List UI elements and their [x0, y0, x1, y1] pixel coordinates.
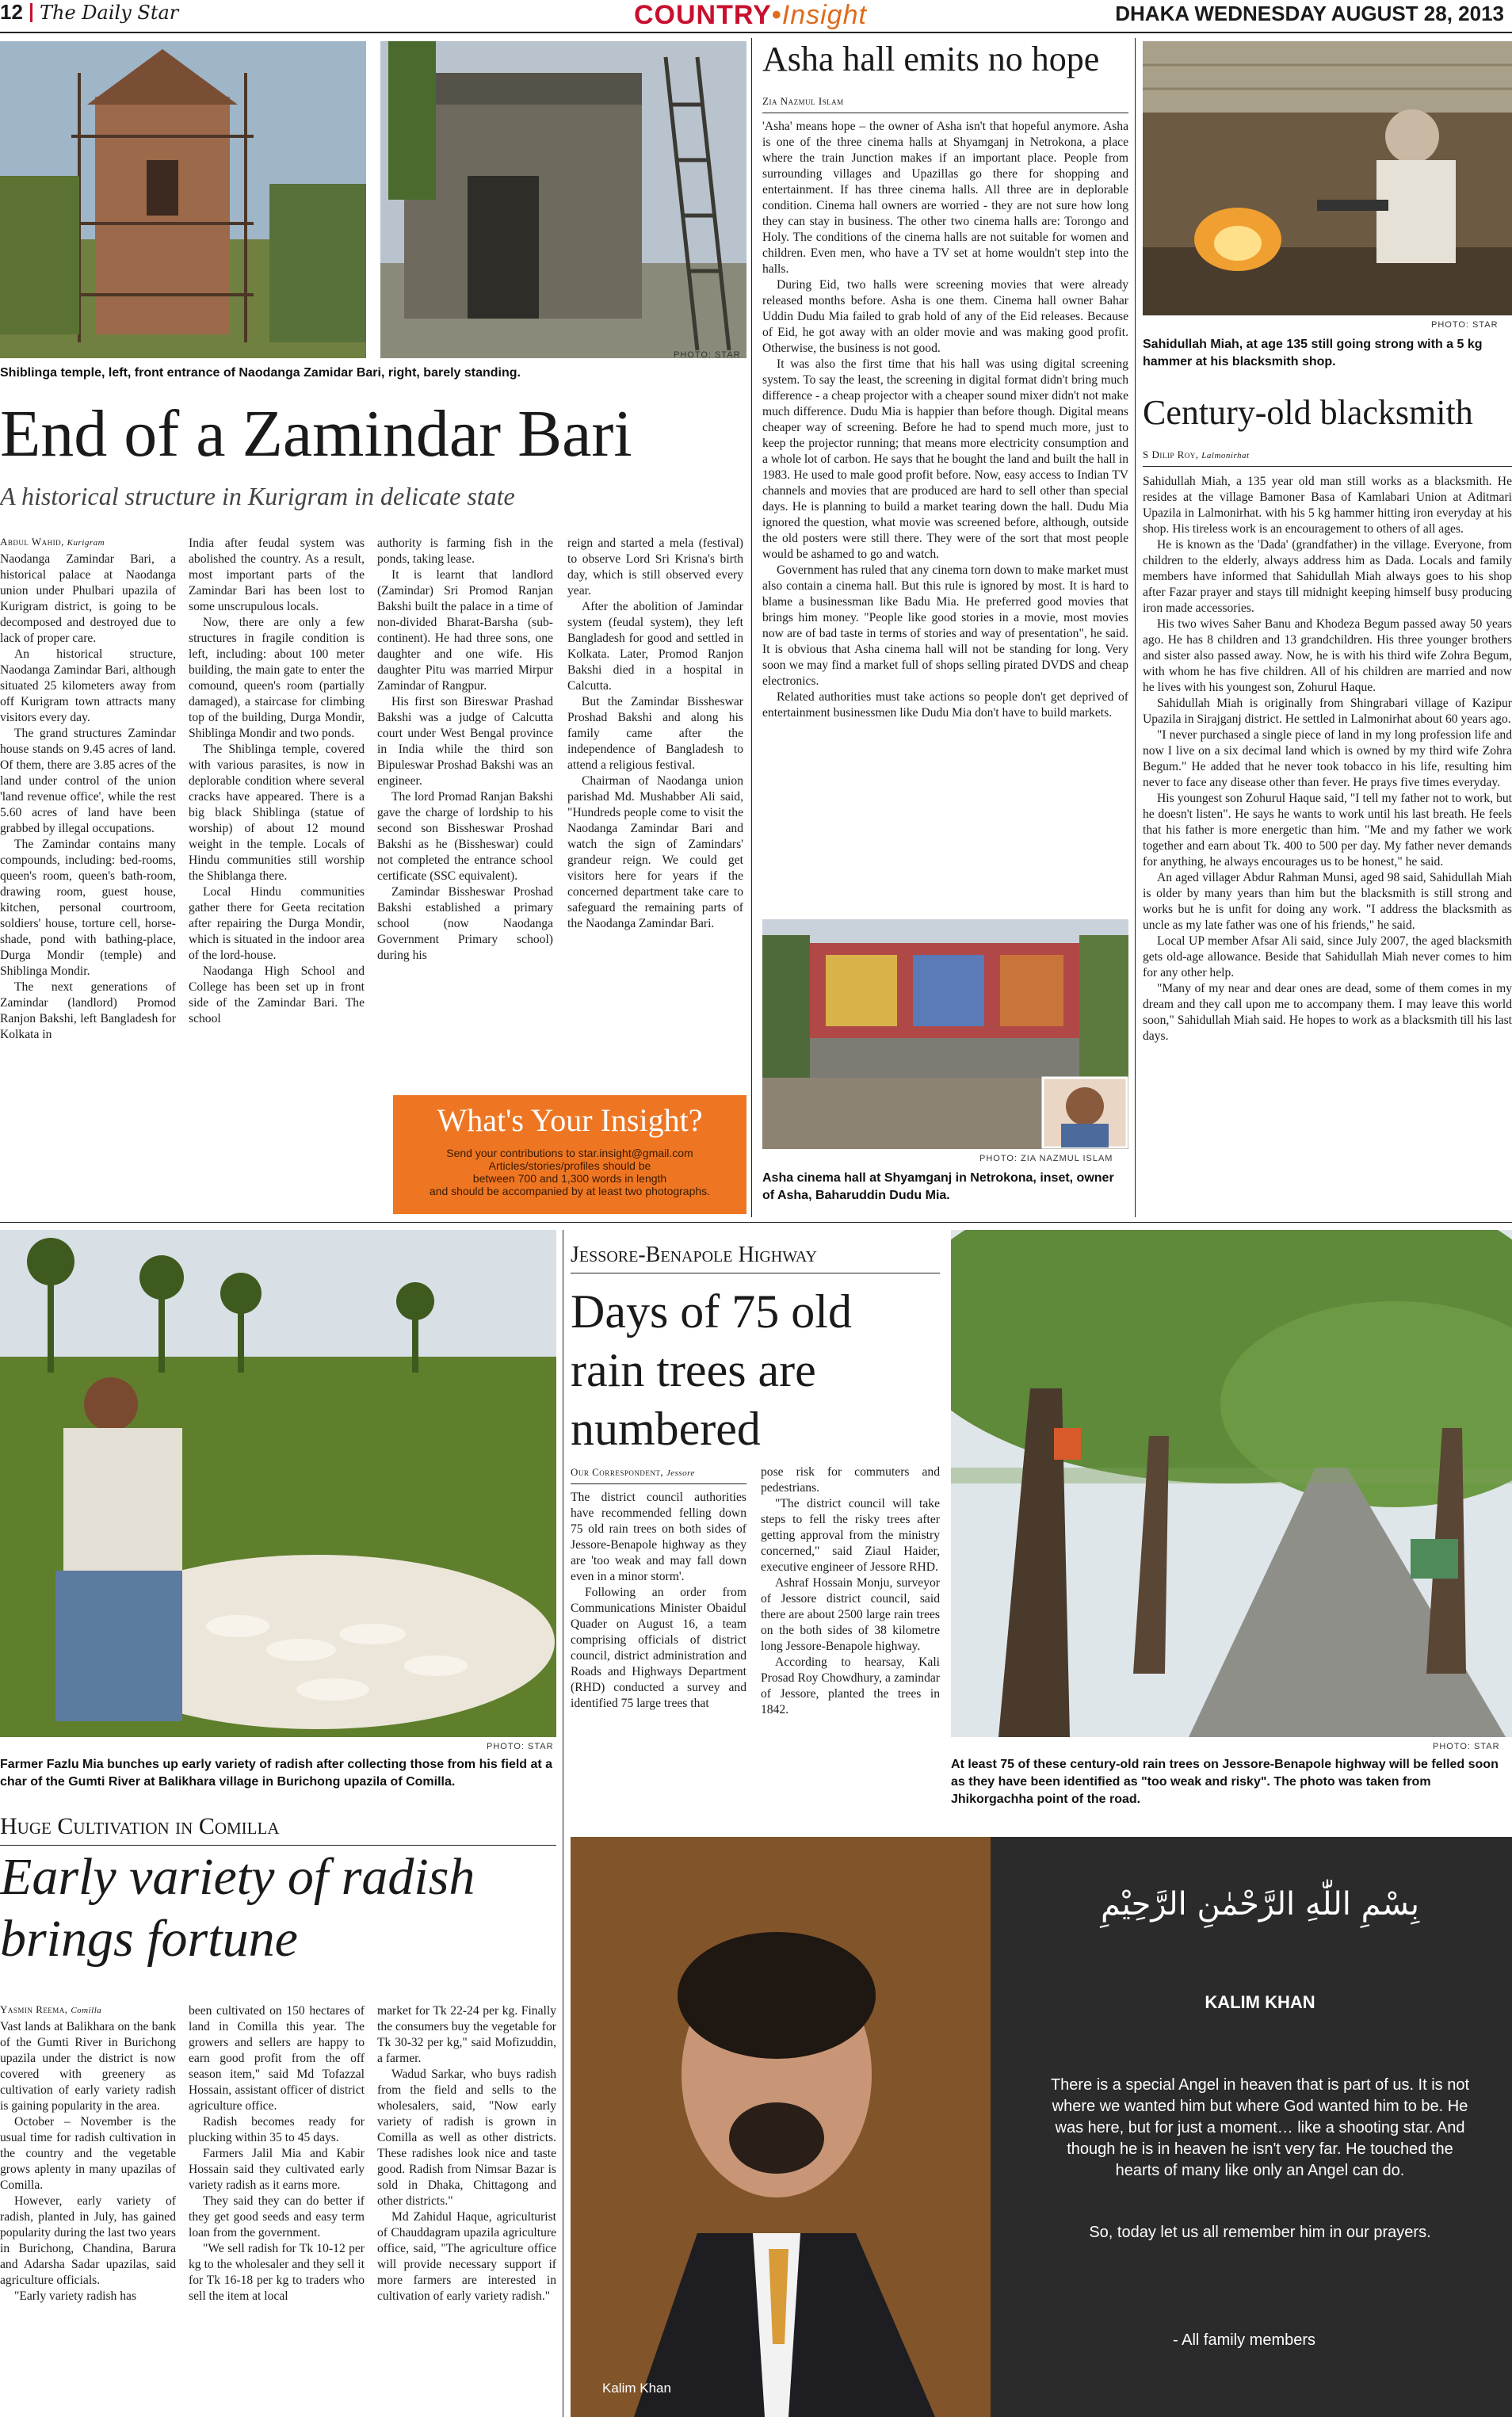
asha-cinema-photo [762, 919, 1128, 1149]
radish-photo-credit: PHOTO: STAR [487, 1742, 554, 1751]
radish-farmer-photo [0, 1230, 556, 1737]
paragraph: The grand structures Zamindar house stands on 9.45 acres of land. Of them, there are 3.85 acres of the land under control of the union 'land revenue office', while the rest 5.60 acres of land have been grabbed by illegal occupations. [0, 727, 176, 835]
paragraph: He is known as the 'Dada' (grandfather) in the village. Everyone, from children to the elderly, always address him as Dada. Locals and family members have informed that Sahidullah Miah always goes to his shop after Fazar prayer and stays till midnight keeping himself busy producing iron made accessories. [1143, 538, 1512, 615]
radish-byline-name: Yasmin Reema, [0, 2003, 68, 2015]
paragraph: Following an order from Communications Minister Obaidul Quader on August 16, a team comprising officials of district council, district administration and Roads and Highways Department (RHD) conducted a survey and identified 75 large trees that [571, 1586, 746, 1710]
paragraph: Ashraf Hossain Monju, surveyor of Jessore district council, said there are about 2500 large rain trees on the both sides of 38 kilometre long Jessore-Benapole highway. [761, 1576, 940, 1653]
dateline: DHAKA WEDNESDAY AUGUST 28, 2013 [1115, 2, 1504, 25]
kalim-khan-photo [571, 1837, 991, 2417]
section-dot: • [771, 0, 782, 30]
paragraph: The next generations of Zamindar (landlord) Promod Ranjon Bakshi, left Bangladesh for Kolkata in [0, 980, 176, 1041]
asha-body [762, 119, 1128, 721]
paragraph: His youngest son Zohurul Haque said, "I tell my father not to work, but he doesn't listen". He says he wants to work until his last breath. He feels that his father is more energetic than him. "Me and my father we work together and earn about Tk. 400 to 500 per day. My father never demands for anything, he always encourages us to be honest," he said. [1143, 792, 1512, 869]
paragraph: The district council authorities have recommended felling down 75 old rain trees on both sides of Jessore-Benapole highway as they are 'too weak and may fall down even in a minor storm'. [571, 1491, 746, 1583]
paper-name: The Daily Star [40, 2, 179, 24]
zamindar-gate-photo [380, 41, 746, 358]
asha-photo-credit: PHOTO: ZIA NAZMUL ISLAM [979, 1154, 1113, 1163]
obituary-signature: - All family members [1173, 2331, 1316, 2349]
radish-kicker-rule [0, 1845, 556, 1846]
blacksmith-image [1143, 41, 1512, 315]
raintrees-headline: Days of 75 old rain trees are numbered [571, 1285, 852, 1455]
paragraph: During Eid, two halls were screening movies that were already released months before. Asha is one them. Cinema hall owner Bahar Uddin Dudu Mia failed to grab hold of any of the Eid releases. Because of Eid, he got away with an older movie and was making good profit. Otherwise, the business is not good. [762, 278, 1128, 355]
column-divider [751, 38, 752, 1217]
page-number: 12 [0, 0, 23, 24]
paragraph: Now, there are only a few structures in fragile condition is left, including: about 100 meter building, the main gate to enter the comound, queen's room (partially damaged), a staircase for climbing top of the building, Durga Mondir, Shiblinga Mondir and two ponds. [189, 616, 365, 740]
paragraph: His two wives Saher Banu and Khodeza Begum passed away 50 years ago. He has 8 children and 13 grandchildren. His three younger brothers and sister also passed away. Now, he is with his third wife Zohra Begum, with whom he has five children. All of his children are married and now he lives with his youngest son, Zohurul Haque. [1143, 617, 1512, 694]
kalim-khan-photo-label: Kalim Khan [602, 2381, 671, 2396]
radish-farmer-image [0, 1230, 556, 1737]
insight-box-title: What's Your Insight? [437, 1102, 703, 1138]
paragraph: After the abolition of Jamindar system (feudal system), they left Bangladesh for good and settled in Kolkata. Later, Promod Ranjon Bakshi died in a hospital in Calcutta. [567, 600, 743, 693]
insight-box-line-4: and should be accompanied by at least two photographs. [429, 1185, 711, 1197]
paragraph: India after feudal system was abolished the country. As a result, most important parts of the Zamindar Bari has been lost to some unscrupulous locals. [189, 536, 365, 613]
raintrees-byline-name: Our Correspondent, [571, 1466, 664, 1478]
paragraph: Naodanga High School and College has been set up in front side of the Zamindar Bari. The school [189, 964, 365, 1025]
raintrees-byline [571, 1466, 695, 1479]
paragraph: According to hearsay, Kali Prosad Roy Chowdhury, a zamindar of Jessore, planted the trees in 1842. [761, 1655, 940, 1716]
section-suffix: Insight [781, 0, 867, 30]
radish-col-2 [189, 2003, 365, 2304]
paragraph: Local UP member Afsar Ali said, since July 2007, the aged blacksmith gets old-age allowance. Beside that Sahidullah Miah never comes to him for any other help. [1143, 934, 1512, 979]
paragraph: Chairman of Naodanga union parishad Md. Mushabber Ali said, "Hundreds people come to visit the Naodanga Zamindar Bari and watch the sign of Zamindars' grandeur reign. We could get visitors here for years if the concerned department take care to safeguard the remaining parts of the Naodanga Zamindar Bari. [567, 774, 743, 930]
blacksmith-byline [1143, 449, 1250, 461]
paragraph: The Zamindar contains many compounds, including: bed-rooms, queen's room, queen's bath-room, drawing room, guest house, kitchen, personal courtroom, soldiers' house, torture cell, horse-shade, pond with bathing-place, Durga Mondir (temple) and Shiblinga Mondir. [0, 838, 176, 978]
paragraph: An aged villager Abdur Rahman Munsi, aged 98 said, Sahidullah Miah is older by many years than him but the blacksmith is still strong and works but he is unfit for doing any work. "I address the blacksmith as uncle as my late father was one of his friends," he said. [1143, 871, 1512, 932]
asha-byline: Zia Nazmul Islam [762, 95, 844, 107]
radish-byline-place: Comilla [71, 2006, 102, 2015]
paragraph: "Many of my near and dear ones are dead, some of them comes in my dream and they call upon me to accompany them. I may leave this world soon," Sahidullah Miah said. He hopes to work as a blacksmith till his last days. [1143, 982, 1512, 1043]
radish-byline [0, 2003, 101, 2016]
paragraph: "I never purchased a single piece of land in my long profession life and now I live on a six decimal land which is owned by my third wife Zohra Begum." He added that he never took tobacco in his life, resulting him never to face any disease other than fever. He prays five times everyday. [1143, 728, 1512, 789]
paragraph: "We sell radish for Tk 10-12 per kg to the wholesaler and they sell it for Tk 16-18 per kg to traders who sell the item at local [189, 2242, 365, 2303]
paragraph: Farmers Jalil Mia and Kabir Hossain said they cultivated early variety radish as it earns more. [189, 2147, 365, 2192]
paragraph: been cultivated on 150 hectares of land in Comilla this year. The growers and sellers are happy to earn good profit from the off season item," said Md Tofazzal Hossain, assistant officer of district agriculture office. [189, 2004, 365, 2113]
blacksmith-body [1143, 474, 1512, 1044]
zamindar-byline-name: Abdul Wahid, [0, 536, 64, 548]
paragraph: His first son Bireswar Prashad Bakshi was a judge of Calcutta court under West Bengal province in India while the third son Bipuleswar Proshad Bakshi was an engineer. [377, 695, 553, 788]
paragraph: Government has ruled that any cinema torn down to make market must also contain a cinema hall. But this rule is ignored by most. It is hard to blame a businessman like Badu Mia. He preferred good movies that brings him money. "People like good stories in a movie, most movies now are of bad taste in terms of stories and way of presentation", he said. It is obvious that Asha cinema hall will not be standing for long. Very soon we may find a market full of shops selling pirated DVDS and cheap electronics. [762, 563, 1128, 688]
raintrees-photo-credit: PHOTO: STAR [1433, 1742, 1500, 1751]
radish-photo-caption: Farmer Fazlu Mia bunches up early variety of radish after collecting those from his field at a char of the Gumti River at Balikhara village in Burichong upazila of Comilla. [0, 1758, 553, 1789]
paragraph: 'Asha' means hope – the owner of Asha isn't that hopeful anymore. Asha is one of the three cinema halls at Shyamganj in Netrokona, a place where the train Junction makes if an important place. People from surrounding villages and Upazillas go there for shopping and entertainment. If has three cinema halls. All three are in deplorable condition. Cinema hall owners are worried - they are not sure how long they can stay in business. The other two cinema halls are: Torongo and Holy. The conditions of the cinema halls are not suitable for women and children. Even men, who have a TV set at home wouldn't step into the halls. [762, 120, 1128, 276]
zamindar-col-4 [567, 536, 743, 932]
paragraph: Sahidullah Miah, a 135 year old man still works as a blacksmith. He resides at the village Bamoner Basa of Kamlabari Union at Aditmari Upazila in Lalmonirhat. with his 5 kg hammer hitting iron everyday at his shop. His tireless work is an encouragement to others of all ages. [1143, 475, 1512, 536]
paragraph: An historical structure, Naodanga Zamindar Bari, although situated 25 kilometers away from off Kurigram town attracts many visitors every day. [0, 647, 176, 724]
blacksmith-byline-place: Lalmonirhat [1201, 451, 1250, 460]
header-rule [0, 32, 1512, 33]
radish-col-3 [377, 2003, 556, 2304]
blacksmith-photo-caption: Sahidullah Miah, at age 135 still going strong with a 5 kg hammer at his blacksmith shop. [1143, 338, 1483, 368]
shiblinga-temple-image [0, 41, 366, 358]
asha-cinema-image [762, 919, 1128, 1149]
insight-box-line-1: Send your contributions to star.insight@gmail.com [446, 1147, 693, 1159]
paragraph: reign and started a mela (festival) to observe Lord Sri Krisna's birth day, which is still observed every year. [567, 536, 743, 598]
raintrees-photo-caption: At least 75 of these century-old rain trees on Jessore-Benapole highway will be felled soon as they have been identified as "too weak and risky". The photo was taken from Jhikorgachha point of the road. [951, 1758, 1499, 1806]
column-divider [1135, 38, 1136, 1217]
zamindar-col-1 [0, 552, 176, 1043]
obituary-name: KALIM KHAN [1205, 1992, 1315, 2012]
blacksmith-byline-rule [1143, 466, 1512, 467]
paragraph: pose risk for commuters and pedestrians. [761, 1465, 940, 1495]
radish-headline: Early variety of radish brings fortune [0, 1848, 475, 1968]
paragraph: Sahidullah Miah is originally from Shingrabari village of Kazipur Upazila in Sirajganj district. He settled in Lalmonirhat about 60 years ago. [1143, 697, 1512, 726]
asha-headline: Asha hall emits no hope [762, 40, 1100, 78]
header-divider [30, 3, 32, 22]
zamindar-col-3 [377, 536, 553, 964]
paragraph: Related authorities must take actions so people don't get deprived of entertainment businessmen like Dudu Mia don't have to build markets. [762, 690, 1128, 720]
paragraph: Local Hindu communities gather there for Geeta recitation after repairing the Durga Mondir, which is situated in the indoor area of the lord-house. [189, 885, 365, 962]
zamindar-gate-image [380, 41, 746, 358]
asha-photo-caption: Asha cinema hall at Shyamganj in Netrokona, inset, owner of Asha, Baharuddin Dudu Mia. [762, 1171, 1114, 1202]
paragraph: October – November is the usual time for radish cultivation in the country and the vegetable grows aplenty in many upazilas of Comilla. [0, 2115, 176, 2192]
zamindar-photo-credit: PHOTO: STAR [674, 350, 741, 360]
radish-kicker: Huge Cultivation in Comilla [0, 1813, 280, 1839]
paragraph: The Shiblinga temple, covered with various parasites, is now in deplorable condition where several cracks have appeared. There is a big black Shiblinga (statue of worship) of about 12 mound weight in the temple. Locals of Hindu communities still worship the Shiblanga there. [189, 743, 365, 883]
raintrees-image [951, 1230, 1512, 1737]
raintrees-kicker: Jessore-Benapole Highway [571, 1243, 817, 1267]
insight-box-line-3: between 700 and 1,300 words in length [472, 1172, 667, 1185]
blacksmith-photo [1143, 41, 1512, 315]
radish-col-1 [0, 2019, 176, 2304]
paragraph: But the Zamindar Bissheswar Proshad Bakshi and along his family came after the independence of Bangladesh to attend a religious festival. [567, 695, 743, 772]
raintrees-byline-rule [571, 1483, 746, 1484]
zamindar-col-2 [189, 536, 365, 1027]
paragraph: authority is farming fish in the ponds, taking lease. [377, 536, 553, 566]
zamindar-headline: End of a Zamindar Bari [0, 397, 632, 471]
paragraph: "The district council will take steps to fell the risky trees after getting approval from the ministry concerned," said Ziaul Haider, executive engineer of Jessore RHD. [761, 1497, 940, 1574]
paragraph: Zamindar Bissheswar Proshad Bakshi established a primary school (now Naodanga Government Primary school) during his [377, 885, 553, 962]
raintrees-byline-place: Jessore [666, 1468, 695, 1478]
paragraph: "Early variety radish has [14, 2289, 137, 2303]
obituary-prayer: So, today let us all remember him in our prayers. [1089, 2224, 1431, 2241]
zamindar-subhead: A historical structure in Kurigram in delicate state [0, 482, 515, 510]
insight-box-line-2: Articles/stories/profiles should be [488, 1159, 651, 1172]
section-title [634, 0, 867, 31]
paragraph: Vast lands at Balikhara on the bank of the Gumti River in Burichong upazila under the district is now covered with greenery as cultivation of early variety radish is gaining popularity in the area. [0, 2020, 176, 2113]
zamindar-byline [0, 536, 105, 548]
bismillah: بِسْمِ اللّٰهِ الرَّحْمٰنِ الرَّحِيْمِ [1100, 1886, 1420, 1923]
paragraph: Naodanga Zamindar Bari, a historical palace at Naodanga union under Phulbari upazila of Kurigram district, is going to be decomposed and destroyed due to lack of proper care. [0, 552, 176, 645]
paragraph: It was also the first time that his hall was using digital screening system. To say the least, the screening in digital format didn't bring much difference - a cheap projector with a cheaper sound mixer didn't not make much difference. Dudu Mia is happier than before though. Digital means cheaper way of screening. Before he had to spend much more, just to keep the projector running; that means more electricity consumption and a whole lot of carbon. He says that he bought the land and built the hall in 1983. He used to male good profit before. Now, easy access to Indian TV channels and movies that are produced are hard to sell other than special days. He is planning to build a market tearing down the hall. Dudu Mia ignored the question, what movie was screened before, although, outside the old posters were still there. They were of the sort that most people would be ashamed to go and watch. [762, 357, 1128, 561]
paragraph: market for Tk 22-24 per kg. Finally the consumers buy the vegetable for Tk 30-32 per kg," said Mofizuddin, a farmer. [377, 2004, 556, 2065]
zamindar-photo-caption: Shiblinga temple, left, front entrance of Naodanga Zamidar Bari, right, barely standing. [0, 366, 521, 380]
section-prefix: COUNTRY [634, 0, 772, 30]
blacksmith-headline: Century-old blacksmith [1143, 393, 1473, 432]
raintrees-col-2 [761, 1464, 940, 1718]
paragraph: Radish becomes ready for plucking within 35 to 45 days. [189, 2115, 365, 2144]
paragraph: They said they can do better if they get good seeds and easy term loan from the government. [189, 2194, 365, 2239]
paragraph: Wadud Sarkar, who buys radish from the field and sells to the wholesalers, said, "Now early variety of radish is grown in Comilla as well as other districts. These radishes look nice and taste good. Radish from Nimsar Bazar is sold in Dhaka, Chittagong and other districts." [377, 2068, 556, 2208]
paragraph: However, early variety of radish, planted in July, has gained popularity during the last two years in Burichong, Chandina, Barura and Adarsha Sadar upazilas, said agriculture officials. [0, 2194, 176, 2287]
paragraph: Md Zahidul Haque, agriculturist of Chauddagram upazila agriculture office, said, "The agriculture office will provide necessary support if more farmers are interested in cultivation of early variety radish." [377, 2210, 556, 2303]
shiblinga-temple-photo [0, 41, 366, 358]
obituary-verse: There is a special Angel in heaven that is part of us. It is not where we wanted him but where God wanted him to be. He was here, but for just a moment… like a shooting star. And though he is in heaven he isn't very far. He touched the hearts of many like only an Angel can do. [1050, 2076, 1470, 2179]
section-rule [0, 1222, 1512, 1223]
obituary-panel [571, 1837, 1512, 2417]
paragraph: The lord Promad Ranjan Bakshi gave the charge of lordship to his second son Bissheswar Proshad Bakshi as he (Bissheswar) could not completed the entrance school certificate (SSC equivalent). [377, 790, 553, 883]
kalim-khan-image [571, 1837, 991, 2417]
insight-box [393, 1095, 746, 1214]
zamindar-byline-place: Kurigram [67, 538, 105, 548]
blacksmith-byline-name: S Dilip Roy, [1143, 449, 1199, 460]
raintrees-photo [951, 1230, 1512, 1737]
blacksmith-photo-credit: PHOTO: STAR [1431, 320, 1499, 330]
paragraph: It is learnt that landlord (Zamindar) Sri Promod Ranjan Bakshi built the palace in a time of non-divided Bharat-Barsha (sub-continent). He had three sons, one daughter and one wife. His daughter Pitu was married Mirpur Zamindar of Rangpur. [377, 568, 553, 693]
raintrees-col-1 [571, 1490, 746, 1712]
